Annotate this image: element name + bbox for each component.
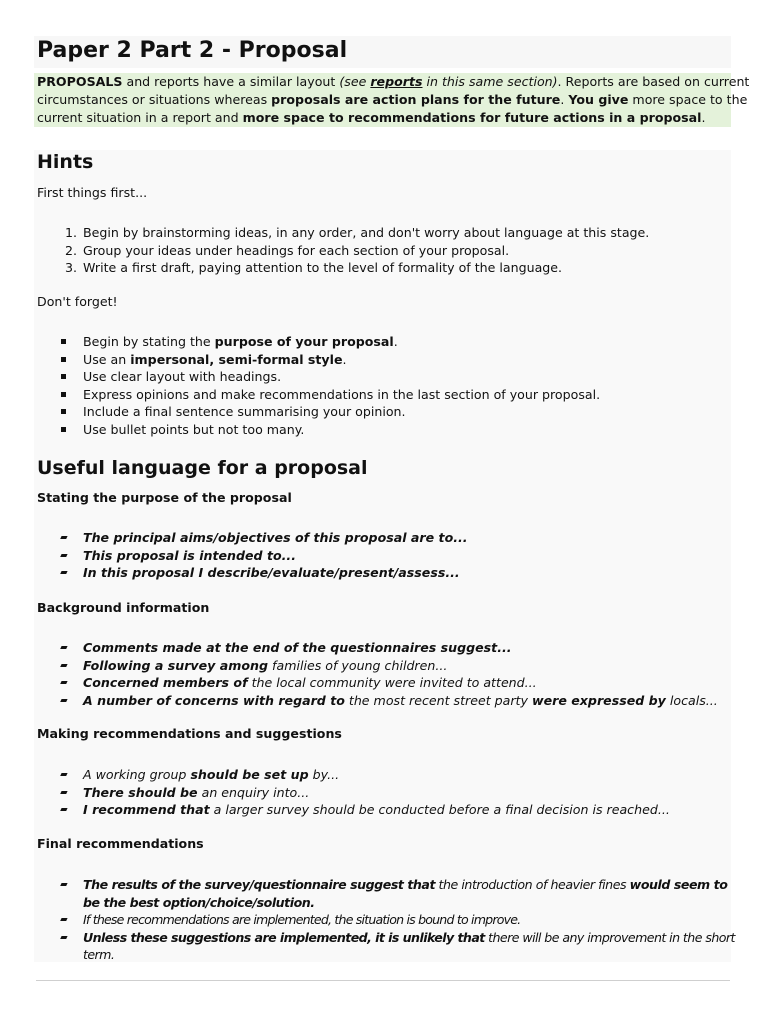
item-text: Include a final sentence summarising your opinion. — [83, 404, 406, 419]
recommendations-subheading: Making recommendations and suggestions — [37, 726, 342, 741]
item-text: . — [393, 334, 398, 349]
final-recommendations-subheading: Final recommendations — [37, 836, 204, 851]
dash-bullet-icon — [60, 918, 67, 921]
item-text: be the best option/choice/solution. — [83, 894, 315, 910]
item-text: . — [342, 351, 347, 367]
item-number: 3. — [64, 260, 77, 275]
dash-bullet-icon — [60, 936, 67, 939]
list-item — [83, 766, 670, 784]
item-text: Use clear layout with headings. — [83, 369, 282, 384]
background-subheading: Background information — [37, 600, 210, 615]
item-text: term. — [83, 947, 115, 962]
item-text: A working group — [83, 767, 191, 782]
background-list — [83, 639, 718, 709]
dash-bullet-icon — [60, 554, 67, 557]
list-item — [83, 929, 735, 964]
page-title: Paper 2 Part 2 - Proposal — [37, 38, 348, 63]
item-text: Use an — [83, 351, 131, 367]
item-text: Express opinions and make recommendations in the last section of your proposal. — [83, 386, 601, 402]
item-text: locals... — [665, 692, 718, 708]
intro-text: . Reports are based on current — [557, 74, 750, 89]
list-item — [83, 674, 718, 692]
intro-text: (see — [339, 74, 371, 89]
intro-text: more space to recommendations for future actions in a proposal — [242, 110, 702, 125]
item-text: Begin by brainstorming ideas, in any order, and don't worry about language at this stage. — [83, 225, 650, 240]
dash-bullet-icon — [60, 681, 67, 684]
item-text: In this proposal I describe/evaluate/present/assess... — [83, 565, 460, 580]
list-item — [83, 911, 735, 929]
item-text: Begin by stating the — [83, 334, 215, 349]
reports-link[interactable]: reports — [370, 74, 423, 89]
first-things-text: First things first... — [37, 185, 148, 200]
list-item — [83, 801, 670, 819]
main-content — [34, 150, 735, 962]
list-item — [83, 403, 600, 421]
intro-text: circumstances or situations whereas — [37, 92, 272, 107]
list-item — [83, 368, 600, 386]
item-text: the introduction of heavier fines — [435, 877, 630, 892]
item-text: Following a survey among — [83, 657, 269, 673]
recommendations-list — [83, 766, 670, 819]
item-text: there will be any improvement in the short — [484, 929, 735, 945]
item-number: 2. — [64, 242, 77, 258]
item-text: Unless these suggestions are implemented, it is unlikely that — [83, 929, 485, 945]
steps-list — [64, 224, 650, 277]
item-text: Concerned members of — [83, 675, 248, 690]
dash-bullet-icon — [60, 571, 67, 574]
bullet-icon — [61, 409, 66, 414]
useful-language-heading: Useful language for a proposal — [37, 457, 368, 479]
list-item — [83, 529, 468, 547]
intro-highlight — [34, 73, 750, 127]
item-number: 1. — [64, 225, 77, 240]
intro-text: current situation in a report and — [37, 110, 243, 125]
item-text: a larger survey should be conducted before a final decision is reached... — [209, 802, 670, 817]
list-item — [83, 876, 735, 911]
item-text: If these recommendations are implemented, the situation is bound to improve. — [83, 912, 521, 927]
list-item — [83, 692, 718, 710]
item-text: would seem to — [629, 877, 728, 892]
final-list — [83, 876, 735, 964]
item-text: impersonal, semi-formal style — [130, 351, 343, 367]
item-text: Group your ideas under headings for each section of your proposal. — [83, 242, 510, 258]
item-text: families of young children... — [268, 657, 448, 673]
dont-forget-text: Don't forget! — [37, 294, 118, 309]
purpose-subheading: Stating the purpose of the proposal — [37, 490, 292, 505]
intro-text: more space to the — [628, 92, 748, 107]
list-item — [64, 259, 649, 277]
dash-bullet-icon — [60, 699, 67, 702]
dash-bullet-icon — [60, 773, 67, 776]
dash-bullet-icon — [60, 664, 67, 667]
item-text: I recommend that — [83, 802, 210, 817]
item-text: by... — [308, 767, 340, 782]
bullet-icon — [61, 357, 66, 362]
item-text: were expressed by — [531, 692, 666, 708]
item-text: This proposal is intended to... — [83, 547, 296, 563]
list-item — [83, 547, 468, 565]
intro-line-1 — [37, 73, 750, 91]
list-item — [83, 639, 718, 657]
list-item — [83, 657, 718, 675]
item-text: The principal aims/objectives of this proposal are to... — [83, 530, 468, 545]
item-text: purpose of your proposal — [214, 334, 394, 349]
list-item — [83, 351, 600, 369]
intro-text: You give — [568, 92, 629, 107]
purpose-list — [83, 529, 468, 582]
bullet-icon — [61, 339, 66, 344]
item-text: A number of concerns with regard to — [83, 692, 345, 708]
list-item — [83, 784, 670, 802]
dash-bullet-icon — [60, 791, 67, 794]
intro-text: . — [701, 110, 706, 125]
list-item — [83, 421, 600, 439]
tips-list — [83, 333, 600, 438]
item-text: Write a first draft, paying attention to the level of formality of the language. — [83, 260, 563, 275]
title-banner — [34, 36, 731, 68]
intro-text: and reports have a similar layout — [122, 74, 340, 89]
dash-bullet-icon — [60, 883, 67, 886]
item-text: should be set up — [190, 767, 309, 782]
intro-text: in this same section) — [422, 74, 558, 89]
list-item — [64, 242, 649, 260]
item-text: the local community were invited to attend... — [247, 675, 537, 690]
dash-bullet-icon — [60, 808, 67, 811]
bullet-icon — [61, 374, 66, 379]
bullet-icon — [61, 427, 66, 432]
item-text: There should be — [83, 784, 198, 800]
item-text: The results of the survey/questionnaire suggest that — [83, 877, 436, 892]
hints-heading: Hints — [37, 151, 94, 173]
intro-text: proposals are action plans for the future — [271, 92, 561, 107]
dash-bullet-icon — [60, 536, 67, 539]
bottom-divider — [36, 980, 730, 981]
intro-text: PROPOSALS — [37, 74, 123, 89]
item-text: an enquiry into... — [197, 784, 310, 800]
intro-text: . — [560, 92, 569, 107]
item-text: Comments made at the end of the questionnaires suggest... — [83, 640, 512, 655]
bullet-icon — [61, 392, 66, 397]
dash-bullet-icon — [60, 646, 67, 649]
intro-line-3 — [37, 109, 731, 127]
list-item — [83, 386, 600, 404]
item-text: the most recent street party — [344, 692, 532, 708]
intro-line-2 — [37, 91, 748, 109]
item-text: Use bullet points but not too many. — [83, 421, 305, 437]
list-item — [64, 224, 650, 242]
list-item — [83, 333, 600, 351]
list-item — [83, 564, 468, 582]
